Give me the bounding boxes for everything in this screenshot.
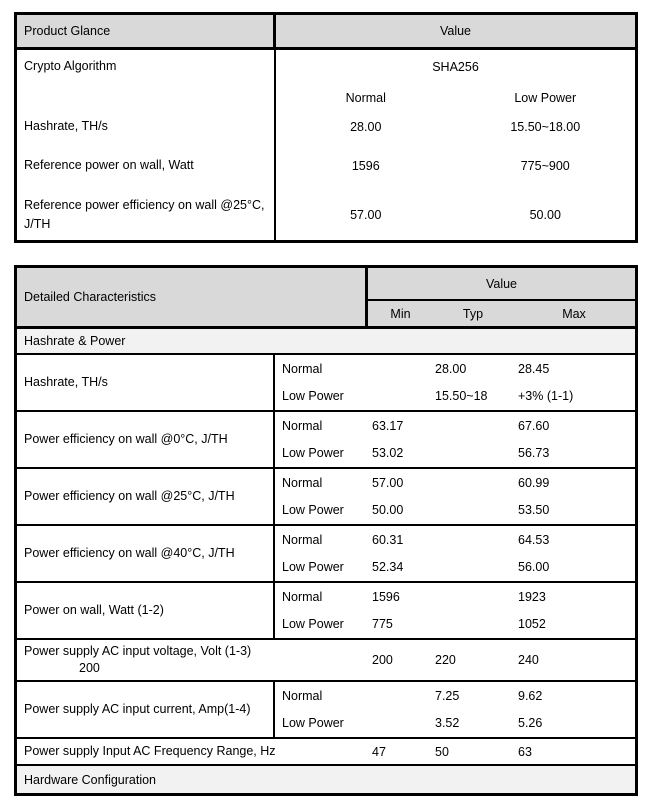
mode-label: Normal (282, 475, 323, 490)
crypto-algorithm-value: SHA256 (432, 60, 479, 74)
min-value: 775 (372, 617, 393, 632)
normal-subrow (275, 355, 635, 383)
max-value: 5.26 (518, 716, 543, 731)
mode-label: Normal (282, 532, 323, 547)
low-power-subrow (275, 611, 635, 639)
max-value: +3% (1-1) (518, 389, 574, 404)
mode-header-row (276, 84, 635, 112)
normal-subrow (275, 526, 635, 554)
normal-mode-header: Normal (345, 91, 386, 105)
row-label (17, 640, 368, 680)
min-value: 57.00 (372, 475, 404, 490)
max-value: 60.99 (518, 475, 550, 490)
max-value: 28.45 (518, 361, 550, 376)
max-value: 9.62 (518, 688, 543, 703)
low-power-subrow (275, 554, 635, 582)
row-label: Power on wall, Watt (1-2) (17, 583, 275, 638)
row-values (275, 583, 635, 638)
detailed-characteristics-table (14, 265, 638, 796)
table-row-efficiency-25c (17, 469, 635, 526)
product-glance-values-column (276, 50, 635, 240)
row-label: Power efficiency on wall @0°C, J/TH (17, 412, 275, 467)
low-power-subrow (275, 383, 635, 411)
row-values (368, 640, 635, 680)
min-value: 53.02 (372, 446, 404, 461)
table-row-power-on-wall (17, 583, 635, 640)
crypto-algorithm-value-row (276, 50, 635, 84)
reference-power-normal-value: 1596 (351, 159, 380, 173)
row-label (17, 739, 368, 764)
table-row-efficiency-40c (17, 526, 635, 583)
product-glance-body (17, 50, 635, 240)
max-value: 64.53 (518, 532, 550, 547)
max-value: 63 (518, 744, 532, 759)
max-value: 1923 (518, 589, 546, 604)
min-value: 50.00 (372, 503, 404, 518)
max-value: 1052 (518, 617, 546, 632)
row-values (368, 739, 635, 764)
max-value: 56.00 (518, 560, 550, 575)
product-glance-labels-column (17, 50, 276, 240)
crypto-algorithm-label: Crypto Algorithm (24, 59, 117, 74)
min-value: 47 (372, 744, 386, 759)
min-value: 63.17 (372, 418, 404, 433)
row-label: Power supply AC input current, Amp(1-4) (17, 682, 275, 737)
hashrate-low-power-value: 15.50~18.00 (510, 120, 581, 134)
reference-power-label: Reference power on wall, Watt (24, 158, 194, 173)
min-typ-max-header-row (368, 301, 635, 326)
mode-label: Low Power (282, 560, 344, 575)
mode-label: Normal (282, 688, 323, 703)
min-value: 1596 (372, 589, 400, 604)
typ-column-header: Typ (462, 306, 484, 321)
typ-value: 50 (435, 744, 449, 759)
row-values (275, 469, 635, 524)
product-glance-header-row (17, 15, 635, 50)
normal-subrow (275, 682, 635, 710)
row-values (275, 682, 635, 737)
section-header-hashrate-power: Hashrate & Power (17, 329, 635, 355)
max-value: 53.50 (518, 503, 550, 518)
row-values (275, 526, 635, 581)
reference-efficiency-value-row (276, 190, 635, 240)
low-power-subrow (275, 440, 635, 468)
typ-value: 28.00 (435, 361, 467, 376)
section-header-hardware-configuration: Hardware Configuration (17, 766, 635, 793)
value-header-cell: Value (368, 268, 635, 301)
table-row-efficiency-0c (17, 412, 635, 469)
table-row-ac-input-voltage (17, 640, 635, 682)
mode-label: Low Power (282, 617, 344, 632)
hashrate-label: Hashrate, TH/s (24, 119, 108, 134)
low-power-mode-header: Low Power (514, 91, 577, 105)
reference-efficiency-label: Reference power efficiency on wall @25°C, J/TH (24, 197, 265, 231)
typ-value: 3.52 (435, 716, 460, 731)
min-value: 200 (372, 653, 393, 667)
row-label: Hashrate, TH/s (17, 355, 275, 410)
typ-value: 15.50~18 (435, 389, 488, 404)
reference-power-value-row (276, 142, 635, 190)
row-values (275, 355, 635, 410)
mode-label: Low Power (282, 716, 344, 731)
max-value: 67.60 (518, 418, 550, 433)
detailed-characteristics-header-cell: Detailed Characteristics (17, 268, 368, 326)
detailed-characteristics-header (17, 268, 635, 329)
mode-label: Low Power (282, 389, 344, 404)
mode-label: Normal (282, 361, 323, 376)
product-glance-table (14, 12, 638, 243)
product-glance-header-cell: Product Glance (17, 15, 276, 47)
spacer-row (17, 84, 274, 112)
reference-efficiency-normal-value: 57.00 (350, 208, 382, 222)
hashrate-normal-value: 28.00 (350, 120, 382, 134)
value-header-cell: Value (439, 24, 472, 38)
row-label: Power efficiency on wall @40°C, J/TH (17, 526, 275, 581)
value-columns-header (368, 268, 635, 326)
low-power-subrow (275, 497, 635, 525)
row-label-line1: Power supply AC input voltage, Volt (1-3) (24, 644, 252, 659)
normal-subrow (275, 583, 635, 611)
mode-label: Low Power (282, 446, 344, 461)
min-value: 60.31 (372, 532, 404, 547)
max-value: 240 (518, 653, 539, 667)
max-column-header: Max (562, 306, 586, 321)
normal-subrow (275, 412, 635, 440)
typ-value: 220 (435, 653, 456, 667)
mode-label: Low Power (282, 503, 344, 518)
hashrate-value-row (276, 112, 635, 142)
row-label-line2: 200 (79, 661, 100, 675)
reference-power-low-power-value: 775~900 (520, 159, 570, 173)
table-row-ac-input-current (17, 682, 635, 739)
table-row-hashrate (17, 355, 635, 412)
table-row-ac-frequency-range (17, 739, 635, 766)
max-value: 56.73 (518, 446, 550, 461)
mode-label: Normal (282, 589, 323, 604)
low-power-subrow (275, 710, 635, 738)
min-value: 52.34 (372, 560, 404, 575)
mode-label: Normal (282, 418, 323, 433)
row-values (275, 412, 635, 467)
row-label-line1: Power supply Input AC Frequency Range, Hz (24, 744, 276, 759)
min-column-header: Min (390, 306, 411, 321)
typ-value: 7.25 (435, 688, 460, 703)
normal-subrow (275, 469, 635, 497)
row-label: Power efficiency on wall @25°C, J/TH (17, 469, 275, 524)
reference-efficiency-low-power-value: 50.00 (529, 208, 561, 222)
